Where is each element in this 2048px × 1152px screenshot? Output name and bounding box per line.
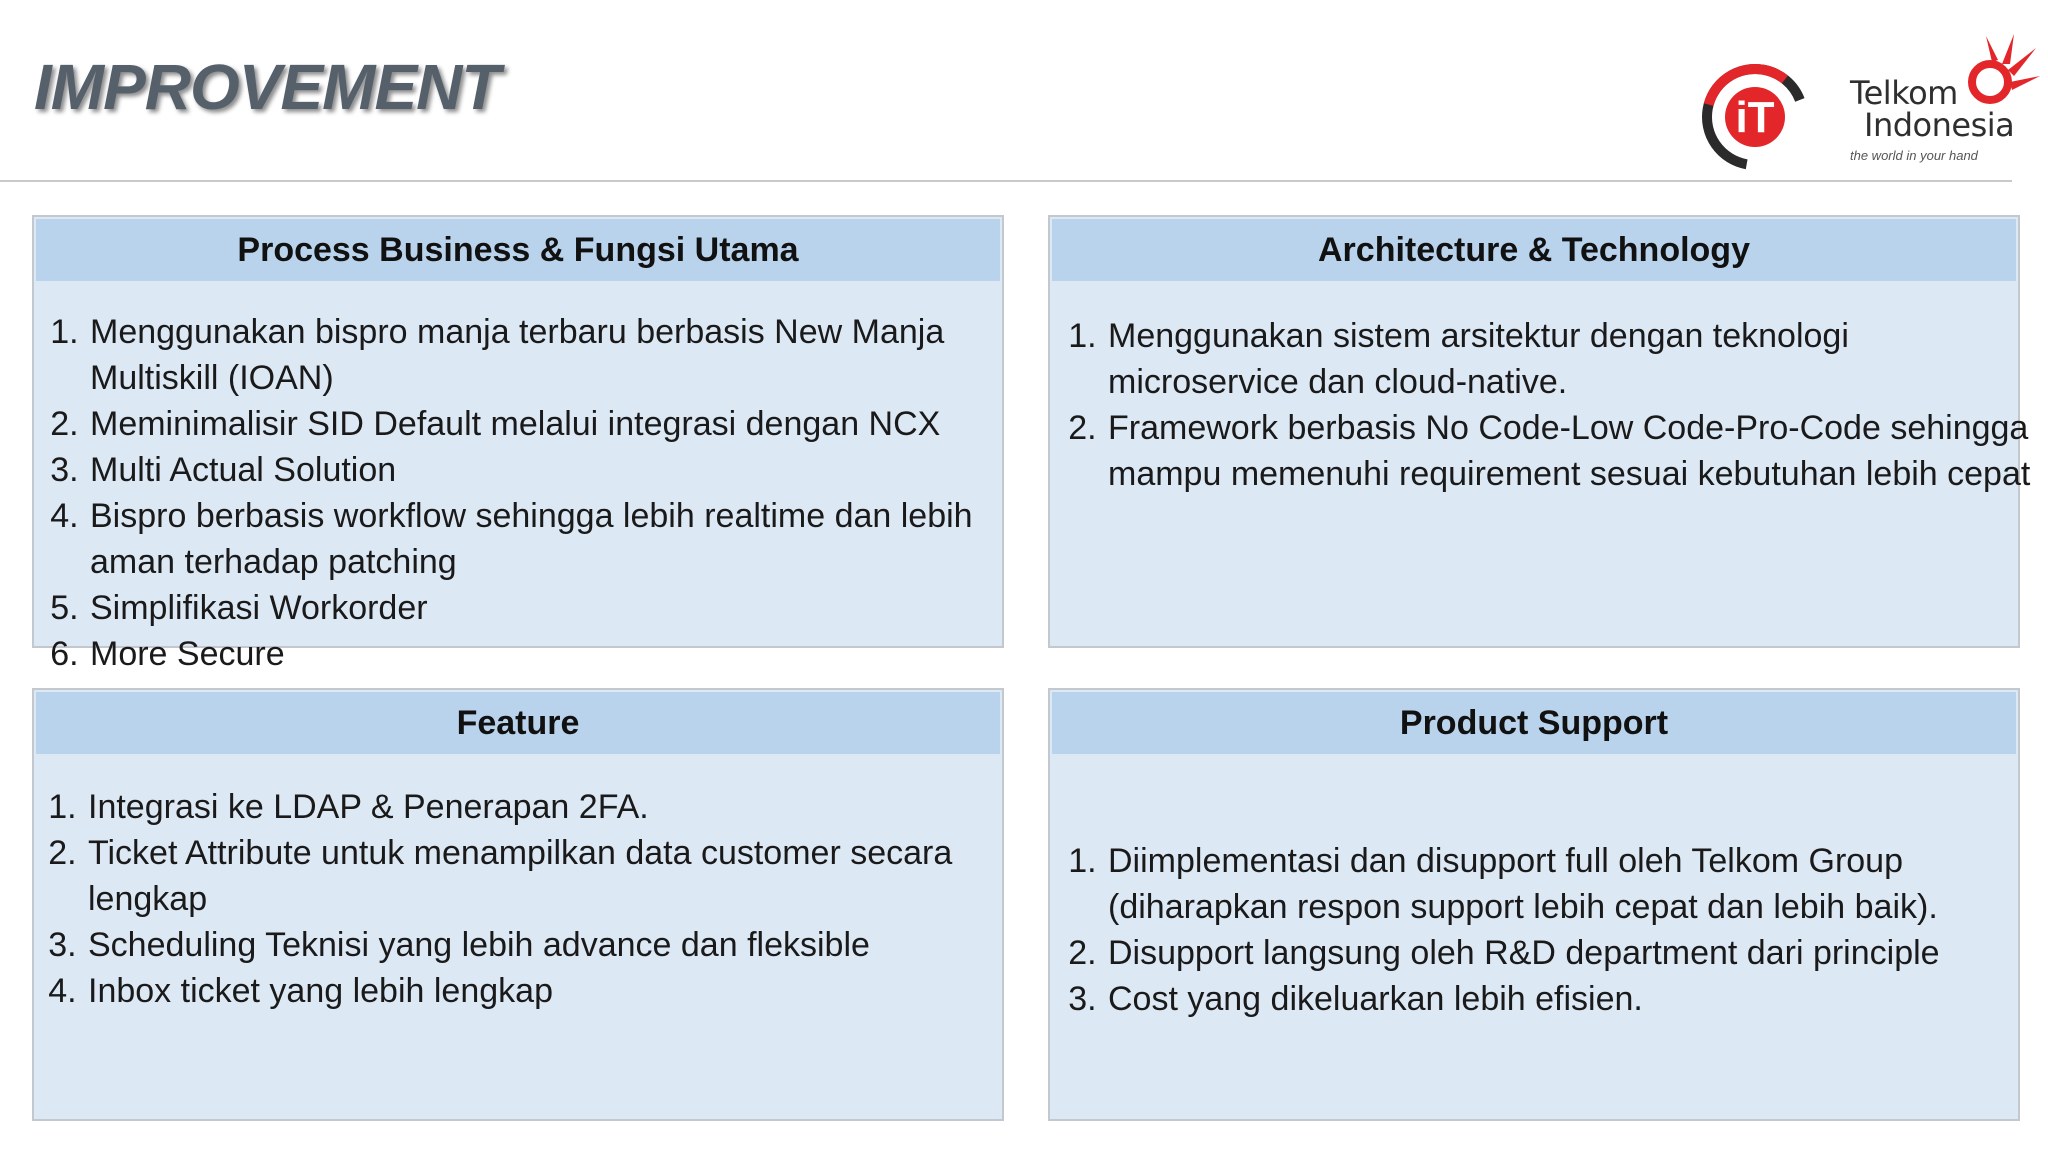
panel-list <box>1062 838 2046 1022</box>
list-item: 2. Framework berbasis No Code-Low Code-Pro-Code sehingga mampu memenuhi requirement sesuai kebutuhan lebih cepat <box>1106 405 2036 497</box>
list-item: 3. Cost yang dikeluarkan lebih efisien. <box>1106 976 2046 1022</box>
telkom-wordmark-line1: Telkom <box>1850 74 1958 112</box>
list-item: 4. Inbox ticket yang lebih lengkap <box>86 968 1016 1014</box>
list-item: 6. More Secure <box>88 631 1018 677</box>
panel-list <box>42 784 1016 1014</box>
panel-title: Feature <box>36 692 1000 754</box>
panel-title: Product Support <box>1052 692 2016 754</box>
list-item: 1. Diimplementasi dan disupport full oleh Telkom Group (diharapkan respon support lebih cepat dan lebih baik). <box>1106 838 2046 930</box>
it-logo-text: iT <box>1735 93 1775 142</box>
list-item: 1. Menggunakan bispro manja terbaru berbasis New Manja Multiskill (IOAN) <box>88 309 1018 401</box>
panel-process-business <box>32 215 1004 673</box>
panel-architecture-technology <box>1048 215 2031 648</box>
list-item: 1. Menggunakan sistem arsitektur dengan teknologi microservice dan cloud-native. <box>1106 313 2036 405</box>
it-logo <box>1700 62 1810 172</box>
list-item: 1. Integrasi ke LDAP & Penerapan 2FA. <box>86 784 1016 830</box>
panel-list <box>44 309 1018 677</box>
list-item: 3. Multi Actual Solution <box>88 447 1018 493</box>
list-item: 5. Simplifikasi Workorder <box>88 585 1018 631</box>
panel-title: Architecture & Technology <box>1052 219 2016 281</box>
panel-product-support <box>1048 688 2020 1121</box>
list-item: 2. Meminimalisir SID Default melalui integrasi dengan NCX <box>88 401 1018 447</box>
telkom-hand-icon <box>1952 30 2042 110</box>
list-item: 2. Disupport langsung oleh R&D department dari principle <box>1106 930 2046 976</box>
panel-title: Process Business & Fungsi Utama <box>36 219 1000 281</box>
page-title: IMPROVEMENT <box>34 51 500 123</box>
telkom-logo <box>1840 30 2040 170</box>
telkom-tagline: the world in your hand <box>1850 148 1978 163</box>
panel-feature <box>32 688 1004 1121</box>
panel-list <box>1062 313 2036 497</box>
header-divider <box>0 180 2012 182</box>
list-item: 2. Ticket Attribute untuk menampilkan data customer secara lengkap <box>86 830 1016 922</box>
telkom-wordmark-line2: Indonesia <box>1864 106 2015 144</box>
list-item: 3. Scheduling Teknisi yang lebih advance dan fleksible <box>86 922 1016 968</box>
list-item: 4. Bispro berbasis workflow sehingga lebih realtime dan lebih aman terhadap patching <box>88 493 1018 585</box>
